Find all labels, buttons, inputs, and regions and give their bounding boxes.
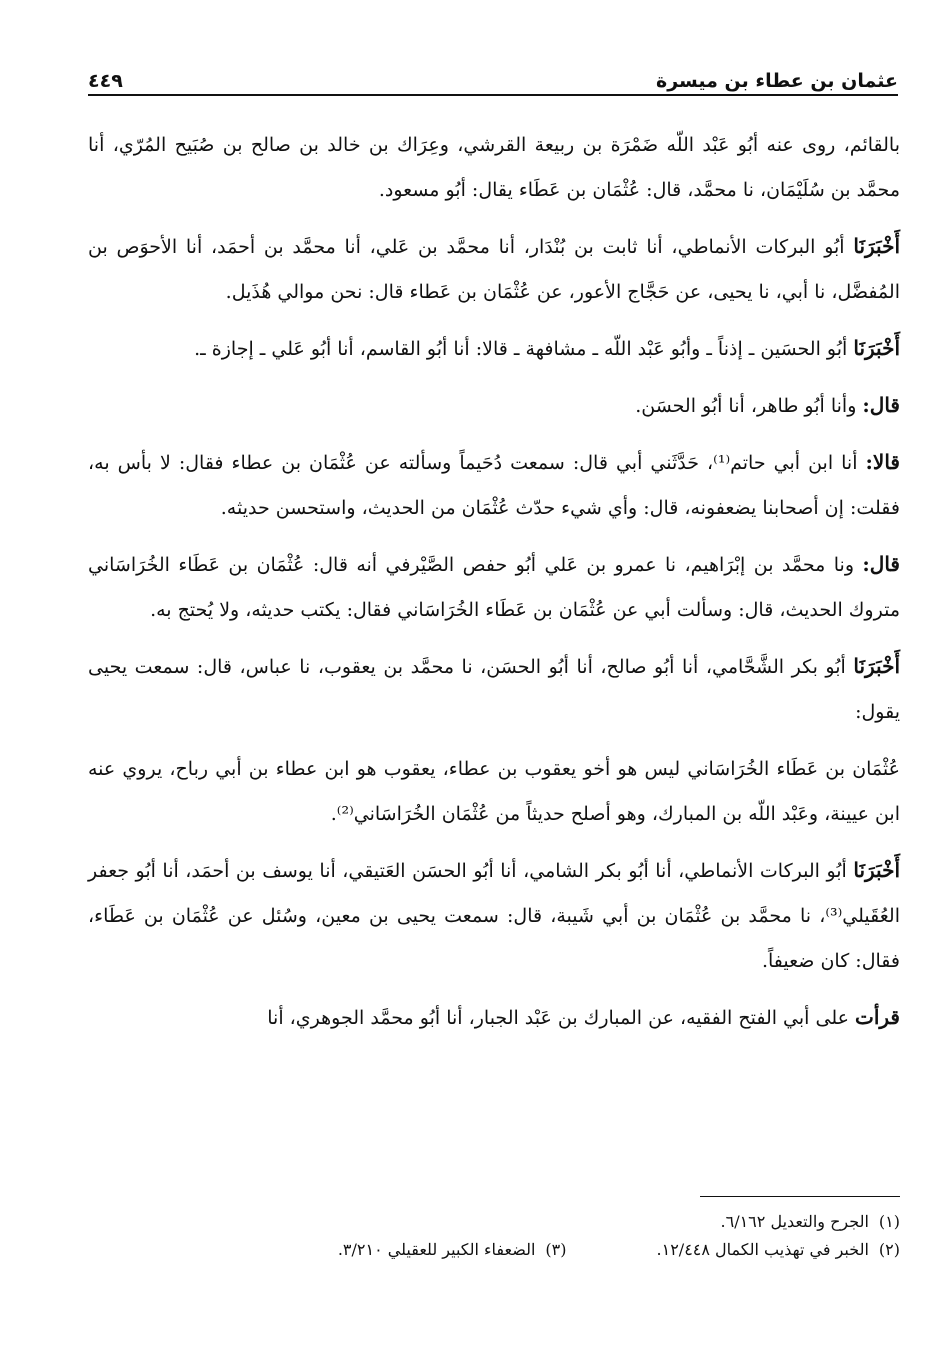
footnote-rule [700,1196,900,1197]
paragraph-10 [88,995,900,1041]
paragraph-lead: أَخْبَرَنَا [853,858,900,882]
paragraph-lead: قال: [862,552,900,576]
paragraph-text: أبُو البركات الأنماطي، أنا ثابت بن بُنْدَار، أنا محمَّد بن عَلي، أنا محمَّد بن أحمَد، أنا الأحوَص بن المُفضَّل، نا أبي، نا يحيى، عن حَجَّاج الأعور، عن عُثْمَان بن عَطاء قال: نحن موالي هُذَيل. [88,236,900,303]
footnote-text: الجرح والتعديل ٦/١٦٢. [720,1212,869,1231]
paragraph-text: ونا محمَّد بن إبْرَاهيم، نا عمرو بن عَلي أبُو حفص الصَّيْرفي أنه قال: عُثْمَان بن عَطَاء الخُرَاسَاني متروك الحديث، قال: وسألت أبي عن عُثْمَان بن عَطَاء الخُرَاسَاني فقال: يكتب حديثه، ولا يُحتج به. [88,554,900,621]
paragraph-text: وأنا أبُو طاهر، أنا أبُو الحسَن. [635,395,863,417]
paragraph-text: عُثْمَان بن عَطَاء الخُرَاسَاني ليس هو أخو يعقوب بن عطاء، يعقوب هو ابن عطاء بن أبي رباح، يروي عنه ابن عيينة، وعَبْد اللّه بن المبارك، وهو أصلح حديثاً من عُثْمَان الخُرَاسَاني⁽²⁾. [88,758,900,825]
paragraph-lead: قرأت [855,1005,900,1029]
footnote-3 [338,1236,567,1264]
header-rule [88,94,898,96]
footnote-text: الضعفاء الكبير للعقيلي ٣/٢١٠. [337,1240,536,1259]
paragraph-4 [88,383,900,429]
paragraph-lead: قال: [862,393,900,417]
page-number: ٤٤٩ [88,70,123,92]
paragraph-text: أبُو الحسَين ـ إذناً ـ وأبُو عَبْد اللّه ـ مشافهة ـ قالا: أنا أبُو القاسم، أنا أبُو عَلي ـ إجازة ـ. [194,338,854,360]
footnote-row [88,1208,900,1236]
paragraph-5 [88,440,900,531]
paragraph-text: على أبي الفتح الفقيه، عن المبارك بن عَبْد الجبار، أنا أبُو محمَّد الجوهري، أنا [267,1007,856,1029]
footnote-2 [657,1236,900,1264]
paragraph-3 [88,326,900,372]
paragraph-lead: أَخْبَرَنَا [853,336,900,360]
paragraph-lead: قالا: [865,450,900,474]
paragraph-2 [88,224,900,315]
footnote-1 [721,1208,901,1236]
paragraph-1 [88,122,900,213]
footnote-mark: (٣) [545,1240,567,1259]
paragraph-lead: أَخْبَرَنَا [853,654,900,678]
paragraph-6 [88,542,900,633]
paragraph-text: بالقائم، روى عنه أبُو عَبْد اللّه ضَمْرَة بن ربيعة القرشي، وعِرَاك بن خالد بن صالح بن صُبَيح المُرّي، أنا محمَّد بن سُلَيْمَان، نا محمَّد، قال: عُثْمَان بن عَطَاء يقال: أبُو مسعود. [88,134,900,201]
paragraph-9 [88,848,900,984]
footnote-text: الخبر في تهذيب الكمال ١٢/٤٤٨. [656,1240,869,1259]
body-text [88,122,900,1052]
footnote-mark: (٢) [878,1240,900,1259]
paragraph-text: أنا ابن أبي حاتم⁽¹⁾، حَدَّثَني أبي قال: سمعت دُحَيماً وسألته عن عُثْمَان بن عطاء فقال: لا بأس به، فقلت: إن أصحابنا يضعفونه، قال: وأي شيء حدّث عُثْمَان من الحديث، واستحسن حديثه. [88,452,900,519]
paragraph-text: أبُو بكر الشَّحَّامي، أنا أبُو صالح، أنا أبُو الحسَن، نا محمَّد بن يعقوب، نا عباس، قال: سمعت يحيى يقول: [88,656,900,723]
running-head: عثمان بن عطاء بن ميسرة [656,70,898,92]
paragraph-8 [88,746,900,837]
footnote-mark: (١) [878,1212,900,1231]
paragraph-text: أبُو البركات الأنماطي، أنا أبُو بكر الشامي، أنا أبُو الحسَن العَتيقي، أنا يوسف بن أحمَد، أنا أبُو جعفر العُقَيلي⁽³⁾، نا محمَّد بن عُثْمَان بن أبي شَيبة، قال: سمعت يحيى بن معين، وسُئل عن عُثْمَان بن عَطَاء، فقال: كان ضعيفاً. [88,860,900,972]
paragraph-lead: أَخْبَرَنَا [853,234,900,258]
page-header [88,58,898,92]
footnote-row [88,1236,900,1264]
footnotes [88,1208,900,1264]
paragraph-7 [88,644,900,735]
